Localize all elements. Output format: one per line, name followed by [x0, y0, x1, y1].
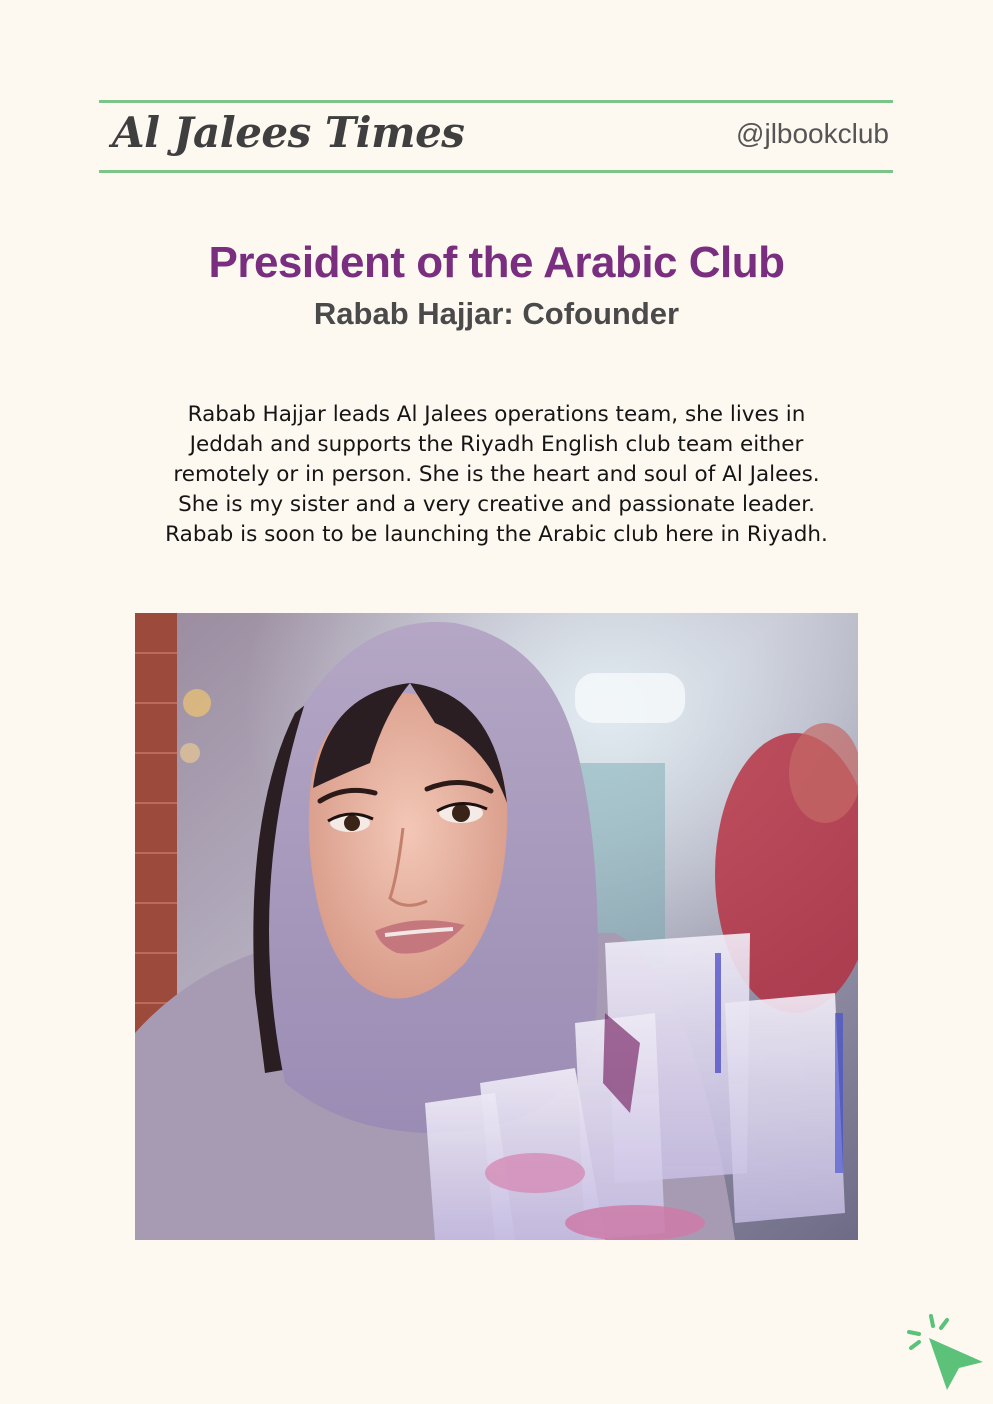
article-body	[110, 400, 883, 550]
article-subheadline: Rabab Hajjar: Cofounder	[313, 296, 680, 331]
cursor-click-icon	[903, 1312, 987, 1392]
body-line: Jeddah and supports the Riyadh English club team either	[189, 432, 804, 457]
masthead-top-rule	[99, 100, 893, 103]
body-line: remotely or in person. She is the heart and soul of Al Jalees.	[173, 462, 820, 487]
masthead-handle: @jlbookclub	[736, 118, 889, 149]
body-line: She is my sister and a very creative and passionate leader.	[178, 492, 815, 517]
body-line: Rabab is soon to be launching the Arabic club here in Riyadh.	[165, 522, 828, 547]
portrait-photo	[135, 613, 858, 1240]
portrait-illustration	[135, 613, 858, 1240]
body-line: Rabab Hajjar leads Al Jalees operations team, she lives in	[187, 402, 806, 427]
masthead-bottom-rule	[99, 170, 893, 173]
article-headline: President of the Arabic Club	[208, 238, 785, 287]
masthead-title: Al Jalees Times	[112, 108, 465, 157]
